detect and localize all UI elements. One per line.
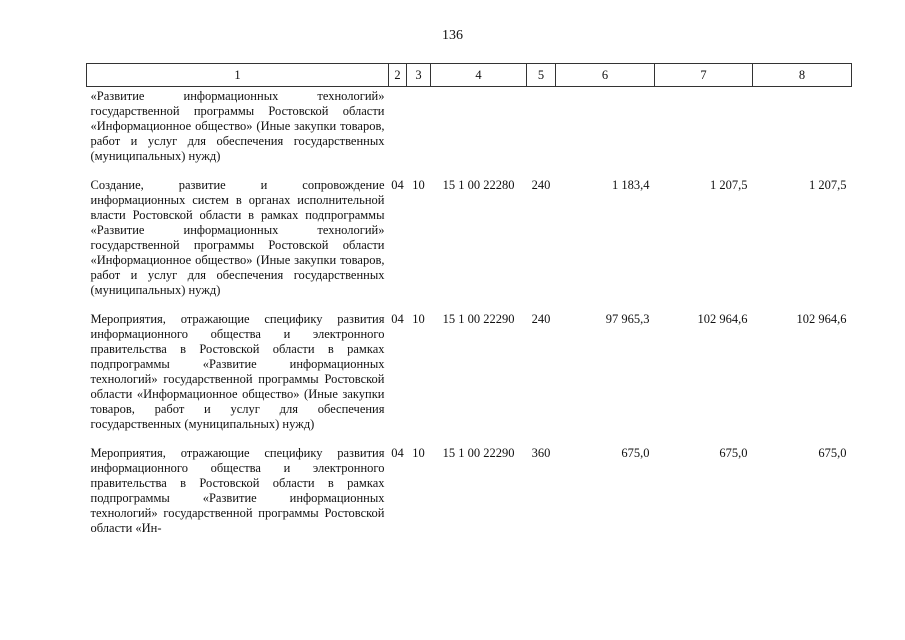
row-section: [389, 87, 407, 179]
row-description: «Развитие информационных технологий» государственной программы Ростовской области «Информационное общество» (Иные закупки товаров, работ и услуг для обеспечения государственных (муниципальных) нужд): [90, 89, 385, 163]
header-col-7: 7: [655, 64, 753, 87]
row-target-article: 15 1 00 22290: [442, 312, 515, 326]
row-description: Создание, развитие и сопровождение информационных систем в органах исполнительной власти Ростовской области в рамках подпрограммы «Развитие информационных технологий» государственной программы Ростовской области «Информационное общество» (Иные закупки товаров, работ и услуг для обеспечения государственных (муниципальных) нужд): [90, 178, 385, 297]
row-target-article: [431, 87, 527, 179]
header-col-4: 4: [431, 64, 527, 87]
row-amount-col6: 97 965,3: [605, 312, 650, 326]
table-row: [87, 312, 852, 446]
row-amount-col8: [753, 87, 852, 179]
header-col-5: 5: [527, 64, 556, 87]
row-amount-col8: 675,0: [818, 446, 847, 460]
table-row: [87, 178, 852, 312]
header-col-2: 2: [389, 64, 407, 87]
row-section: 04: [391, 178, 404, 192]
row-subsection: 10: [412, 178, 425, 192]
row-amount-col7: 102 964,6: [697, 312, 748, 326]
budget-table: [86, 63, 852, 550]
header-col-3: 3: [407, 64, 431, 87]
row-subsection: 10: [412, 446, 425, 460]
row-amount-col6: [556, 87, 655, 179]
row-amount-col8: 1 207,5: [809, 178, 847, 192]
row-expense-type: [527, 87, 556, 179]
row-section: 04: [391, 446, 404, 460]
header-col-6: 6: [556, 64, 655, 87]
row-expense-type: 240: [531, 312, 551, 326]
row-section: 04: [391, 312, 404, 326]
row-expense-type: 240: [531, 178, 551, 192]
header-col-1: 1: [87, 64, 389, 87]
table-row: [87, 446, 852, 550]
row-amount-col6: 1 183,4: [612, 178, 650, 192]
table-row: [87, 87, 852, 179]
header-col-8: 8: [753, 64, 852, 87]
row-target-article: 15 1 00 22280: [442, 178, 515, 192]
row-target-article: 15 1 00 22290: [442, 446, 515, 460]
table-header-row: [87, 64, 852, 87]
row-description: Мероприятия, отражающие специфику развития информационного общества и электронного правительства в Ростовской области в рамках подпрограммы «Развитие информационных технологий» государственной программы Ростовской области «Информационное общество» (Иные закупки товаров, работ и услуг для обеспечения государственных (муниципальных) нужд): [90, 312, 385, 431]
row-description: Мероприятия, отражающие специфику развития информационного общества и электронного правительства в Ростовской области в рамках подпрограммы «Развитие информационных технологий» государственной программы Ростовской области «Ин-: [90, 446, 385, 535]
row-amount-col7: 1 207,5: [710, 178, 748, 192]
row-amount-col8: 102 964,6: [796, 312, 847, 326]
row-subsection: [407, 87, 431, 179]
row-amount-col7: 675,0: [719, 446, 748, 460]
page-number: 136: [442, 28, 463, 43]
row-expense-type: 360: [531, 446, 551, 460]
row-amount-col6: 675,0: [621, 446, 650, 460]
row-subsection: 10: [412, 312, 425, 326]
row-amount-col7: [655, 87, 753, 179]
